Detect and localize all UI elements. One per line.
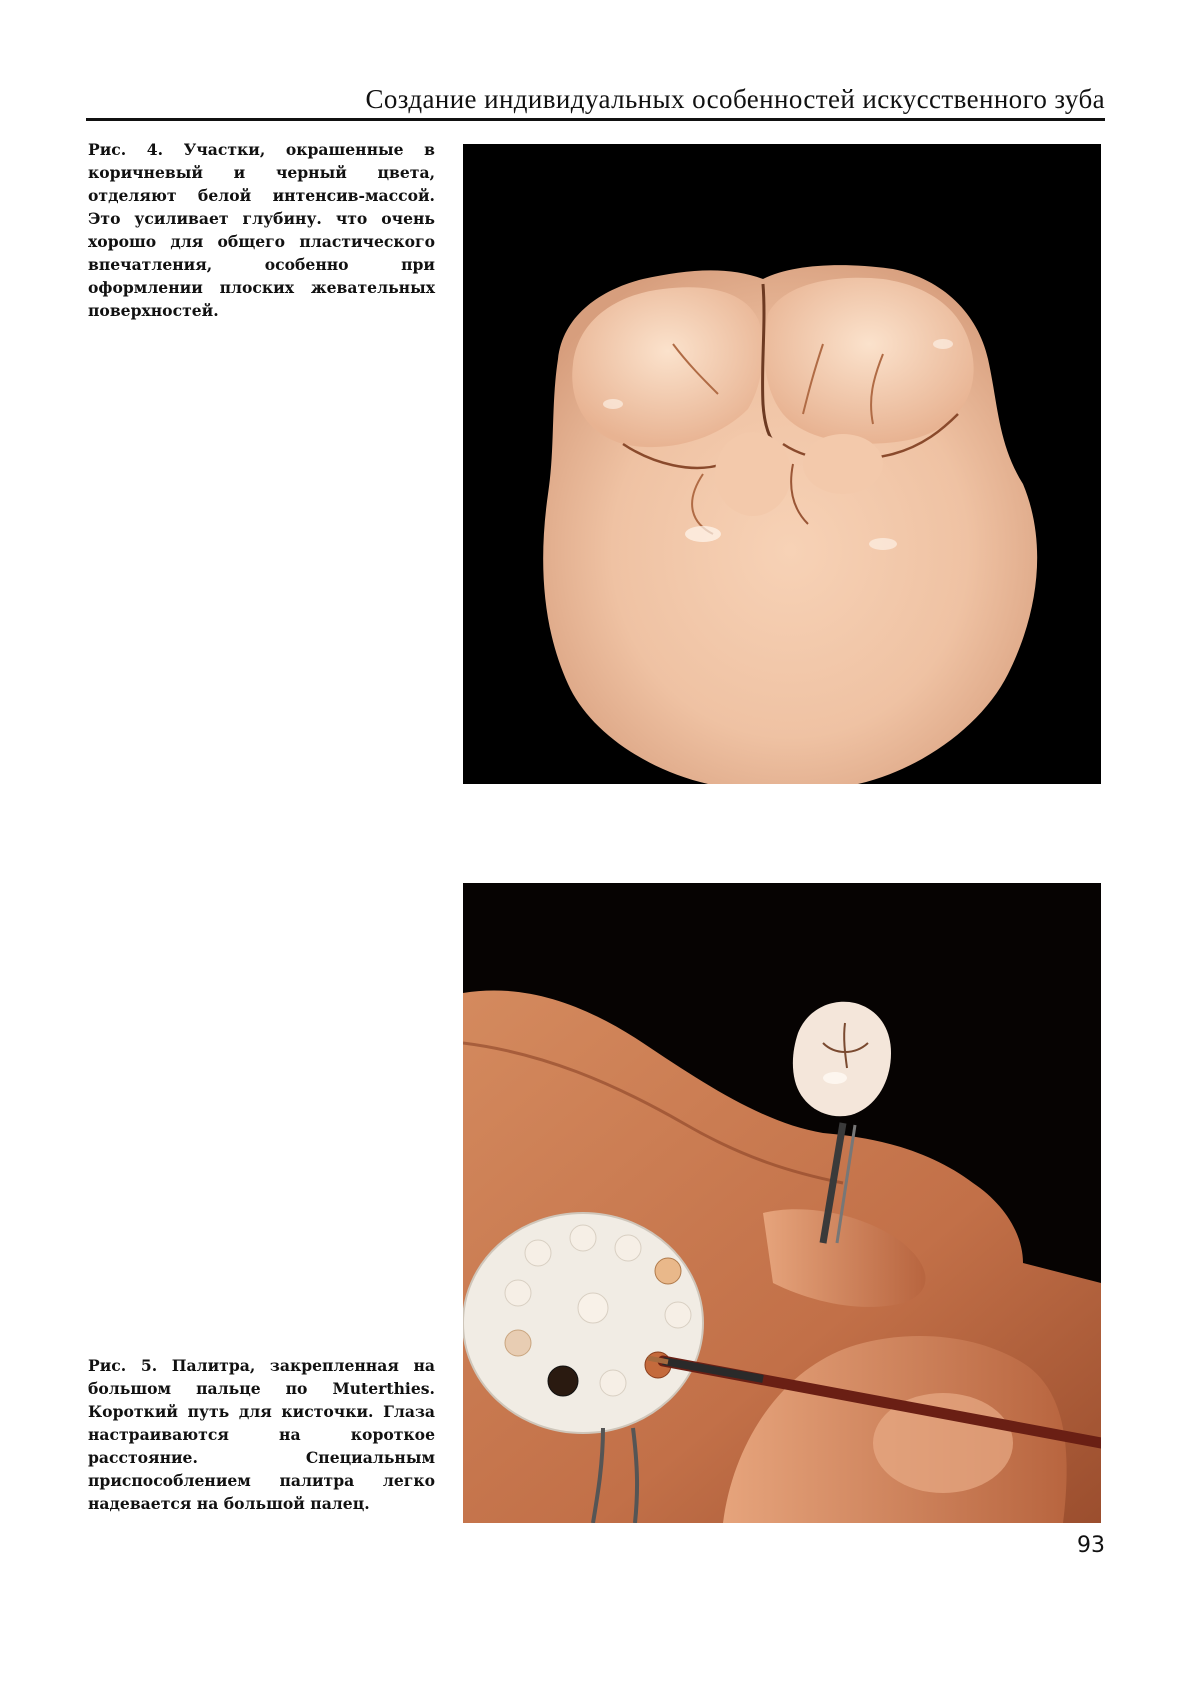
figure-5-caption: Рис. 5. Палитра, закрепленная на большом пальце по Muterthies. Короткий путь для кисточки. Глаза настраиваются на короткое расстояние. Специальным приспособлением палитра легко надевается на большой палец.	[88, 1356, 435, 1513]
palette-disc	[463, 1213, 703, 1433]
molar-tooth-image	[463, 144, 1101, 784]
figure-5-photo	[463, 883, 1101, 1523]
palette-thumb-image	[463, 883, 1101, 1523]
figure-4-photo	[463, 144, 1101, 784]
running-header	[86, 84, 1105, 121]
figure-4-caption: Рис. 4. Участки, окрашенные в коричневый и черный цвета, отделяют белой интенсив-массой. Это усиливает глубину. что очень хорошо для общего пластического впечатления, особенно при оформлении плоских жевательных поверхностей.	[88, 140, 435, 320]
header-title: Создание индивидуальных особенностей искусственного зуба	[365, 84, 1105, 114]
page-number: 93	[1077, 1533, 1105, 1558]
